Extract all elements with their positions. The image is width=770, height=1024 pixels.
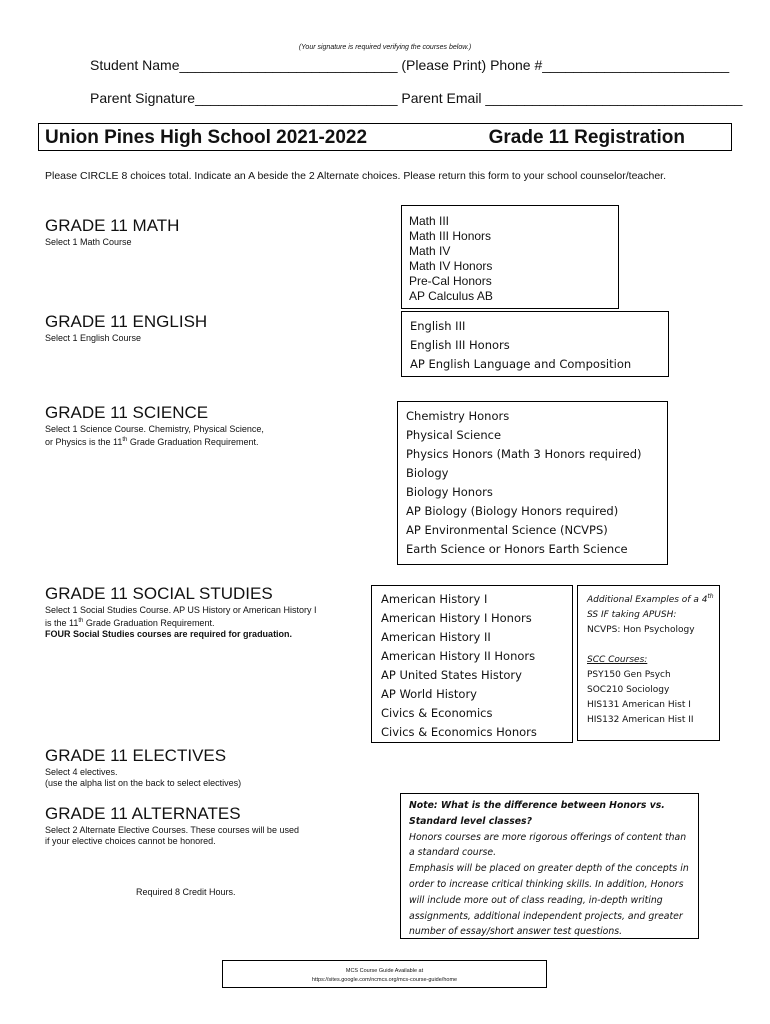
- english-sub: Select 1 English Course: [45, 333, 142, 343]
- superscript: th: [78, 618, 84, 624]
- science-sub: [45, 424, 264, 448]
- course-option[interactable]: AP Biology (Biology Honors required): [406, 504, 619, 518]
- footer-line1: MCS Course Guide Available at: [345, 968, 424, 974]
- signature-note: (Your signature is required verifying the courses below.): [298, 44, 472, 51]
- english-course-list: [410, 317, 668, 374]
- credit-hours-note: Required 8 Credit Hours.: [136, 887, 236, 897]
- ss-sub-line1: Select 1 Social Studies Course. AP US History or American History I: [45, 605, 317, 615]
- course-option[interactable]: AP United States History: [381, 668, 522, 682]
- parent-info-line[interactable]: Parent Signature__________________________ Parent Email _________________________________: [90, 90, 743, 106]
- course-option[interactable]: Physics Honors (Math 3 Honors required): [406, 447, 642, 461]
- science-sub-line1: Select 1 Science Course. Chemistry, Physical Science,: [45, 424, 264, 434]
- course-option[interactable]: Chemistry Honors: [406, 409, 510, 423]
- course-option[interactable]: English III: [410, 319, 466, 333]
- course-option[interactable]: AP Environmental Science (NCVPS): [406, 523, 608, 537]
- ss-sub-bold: FOUR Social Studies courses are required for graduation.: [45, 629, 293, 639]
- ss-course-list: [381, 590, 572, 742]
- math-course-list: [409, 214, 618, 304]
- instructions: Please CIRCLE 8 choices total. Indicate an A beside the 2 Alternate choices. Please return this form to your school counselor/teacher.: [45, 170, 667, 182]
- examples-ncvps[interactable]: NCVPS: Hon Psychology: [587, 625, 695, 635]
- alternates-heading: GRADE 11 ALTERNATES: [45, 804, 241, 823]
- electives-sub2: (use the alpha list on the back to select electives): [45, 778, 242, 788]
- course-option[interactable]: AP Calculus AB: [409, 289, 493, 303]
- science-course-box: [397, 401, 668, 565]
- alternates-sub1: Select 2 Alternate Elective Courses. These courses will be used: [45, 825, 299, 835]
- alternates-sub2: if your elective choices cannot be honored.: [45, 836, 216, 846]
- english-heading: GRADE 11 ENGLISH: [45, 312, 208, 331]
- examples-line2: SS IF taking APUSH:: [587, 610, 677, 620]
- math-heading: GRADE 11 MATH: [45, 216, 180, 235]
- course-option[interactable]: Civics & Economics: [381, 706, 493, 720]
- course-option[interactable]: AP World History: [381, 687, 477, 701]
- course-option[interactable]: Math III Honors: [409, 229, 492, 243]
- course-option[interactable]: American History II Honors: [381, 649, 536, 663]
- course-guide-box: [222, 960, 547, 988]
- scc-course[interactable]: PSY150 Gen Psych: [587, 670, 671, 680]
- electives-sub1: Select 4 electives.: [45, 767, 118, 777]
- english-course-box: [401, 311, 669, 377]
- student-info-line[interactable]: Student Name____________________________ (Please Print) Phone #________________________: [90, 57, 730, 73]
- course-option[interactable]: Math IV: [409, 244, 451, 258]
- course-option[interactable]: Math III: [409, 214, 450, 228]
- course-option[interactable]: Physical Science: [406, 428, 502, 442]
- science-heading: GRADE 11 SCIENCE: [45, 403, 209, 422]
- course-option[interactable]: Civics & Economics Honors: [381, 725, 537, 739]
- scc-heading: SCC Courses:: [587, 655, 648, 665]
- science-sub-line2a: or Physics is the 11: [45, 437, 123, 447]
- alternates-sub: [45, 825, 299, 847]
- registration-title: Grade 11 Registration: [488, 127, 685, 148]
- additional-examples-box: [577, 585, 720, 741]
- course-option[interactable]: Math IV Honors: [409, 259, 493, 273]
- superscript: th: [122, 437, 128, 443]
- course-option[interactable]: American History II: [381, 630, 491, 644]
- course-option[interactable]: American History I Honors: [381, 611, 532, 625]
- electives-sub: [45, 767, 241, 789]
- note-heading: Note: What is the difference between Honors vs. Standard level classes?: [409, 800, 665, 827]
- course-guide-link[interactable]: https://sites.google.com/ncmcs.org/mcs-course-guide/home: [311, 977, 458, 983]
- social-studies-heading: GRADE 11 SOCIAL STUDIES: [45, 584, 273, 603]
- course-option[interactable]: AP English Language and Composition: [410, 357, 632, 371]
- note-paragraph-1: Honors courses are more rigorous offerings of content than a standard course.: [409, 831, 687, 859]
- note-paragraph-2: Emphasis will be placed on greater depth of the concepts in order to increase critical thinking skills. In addition, Honors will include more out of class reading, in-depth writing assignments, additional independent projects, and greater number of essay/short answer test questions.: [409, 863, 689, 938]
- science-sub-line2b: Grade Graduation Requirement.: [127, 437, 259, 447]
- scc-course[interactable]: SOC210 Sociology: [587, 685, 670, 695]
- course-option[interactable]: Pre-Cal Honors: [409, 274, 492, 288]
- electives-heading: GRADE 11 ELECTIVES: [45, 746, 227, 765]
- honors-note-box: [400, 793, 699, 939]
- examples-line1: [587, 589, 719, 608]
- scc-course[interactable]: HIS132 American Hist II: [587, 715, 694, 725]
- course-option[interactable]: Biology Honors: [406, 485, 493, 499]
- course-option[interactable]: Earth Science or Honors Earth Science: [406, 542, 628, 556]
- course-option[interactable]: Biology: [406, 466, 449, 480]
- ss-sub-line2a: is the 11: [45, 618, 79, 628]
- scc-course[interactable]: HIS131 American Hist I: [587, 700, 691, 710]
- social-studies-course-box: [371, 585, 573, 743]
- ss-sub-line2b: Grade Graduation Requirement.: [83, 618, 215, 628]
- math-sub: Select 1 Math Course: [45, 237, 132, 247]
- course-option[interactable]: English III Honors: [410, 338, 510, 352]
- course-option[interactable]: American History I: [381, 592, 488, 606]
- science-course-list: [406, 407, 667, 559]
- examples-line1-text: Additional Examples of a 4: [587, 595, 708, 605]
- social-studies-sub: [45, 605, 316, 640]
- math-course-box: [401, 205, 619, 309]
- school-title: Union Pines High School 2021-2022: [45, 127, 368, 148]
- title-bar: [38, 123, 732, 151]
- superscript: th: [707, 593, 714, 600]
